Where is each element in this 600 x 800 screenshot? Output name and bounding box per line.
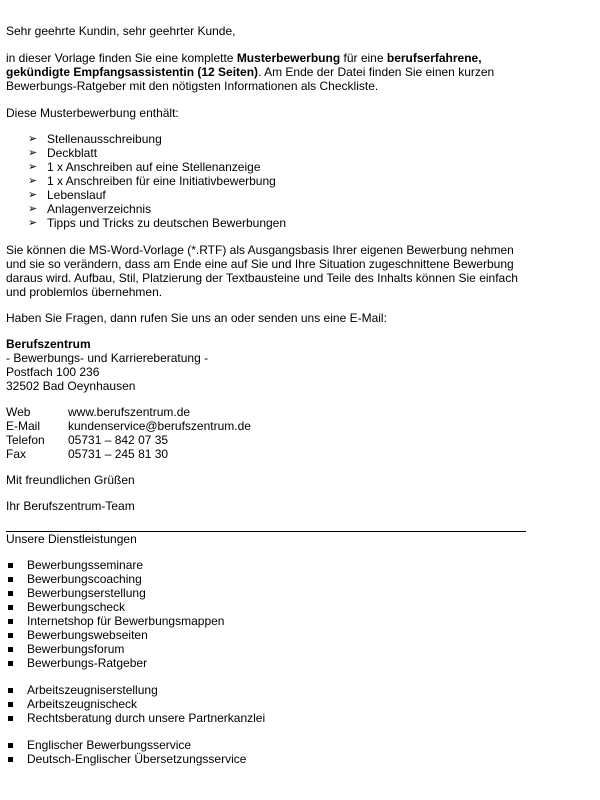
address-line-2: 32502 Bad Oeynhausen (6, 379, 136, 393)
contact-row-fax (6, 447, 536, 461)
company-name: Berufszentrum (6, 337, 91, 351)
list-item: ➢ 1 x Anschreiben für eine Initiativbewerbung (28, 174, 276, 188)
questions-paragraph: Haben Sie Fragen, dann rufen Sie uns an oder senden uns eine E-Mail: (6, 311, 387, 325)
services-list-application (6, 558, 536, 670)
intro-paragraph (6, 51, 536, 93)
square-bullet-icon (8, 647, 13, 652)
contact-block (6, 405, 536, 461)
contact-label: Web (6, 405, 31, 419)
square-bullet-icon (8, 591, 13, 596)
arrow-bullet-icon: ➢ (28, 203, 38, 215)
list-item: ➢ Deckblatt (28, 146, 98, 160)
square-bullet-icon (8, 757, 13, 762)
arrow-bullet-icon: ➢ (28, 175, 38, 187)
list-item: Bewerbungs-Ratgeber (8, 656, 536, 670)
arrow-bullet-icon: ➢ (28, 147, 38, 159)
list-item: Rechtsberatung durch unsere Partnerkanzlei (8, 711, 536, 725)
list-item: Bewerbungscheck (8, 600, 536, 614)
list-item: Bewerbungsseminare (8, 558, 536, 572)
list-item: Arbeitszeugnischeck (8, 697, 536, 711)
services-list-english (6, 738, 536, 766)
intro-bold-position: berufserfahrene, gekündigte Empfangsassistentin (12 Seiten) (6, 51, 482, 79)
square-bullet-icon (8, 743, 13, 748)
address-line-1: Postfach 100 236 (6, 365, 100, 379)
salutation: Sehr geehrte Kundin, sehr geehrter Kunde, (6, 24, 236, 38)
signature: Ihr Berufszentrum-Team (6, 499, 135, 513)
email-link[interactable]: kundenservice@berufszentrum.de (68, 419, 251, 433)
square-bullet-icon (8, 716, 13, 721)
arrow-bullet-icon: ➢ (28, 189, 38, 201)
list-item: ➢ 1 x Anschreiben auf eine Stellenanzeige (28, 160, 261, 174)
list-item: Internetshop für Bewerbungsmappen (8, 614, 536, 628)
services-heading: Unsere Dienstleistungen (6, 532, 137, 546)
usage-paragraph: Sie können die MS-Word-Vorlage (*.RTF) als Ausgangsbasis Ihrer eigenen Bewerbung nehmen und sie so verändern, dass am Ende eine auf Sie und Ihre Situation zugeschnittene Bewerbung daraus wird. Aufbau, Stil, Platzierung der Textbausteine und Teile des Inhalts können Sie einfach und problemlos übernehmen. (6, 243, 518, 299)
intro-bold-musterbewerbung: Musterbewerbung (236, 51, 341, 65)
square-bullet-icon (8, 619, 13, 624)
list-item: Bewerbungswebseiten (8, 628, 536, 642)
fax-value: 05731 – 245 81 30 (68, 447, 169, 461)
contact-label: E-Mail (6, 419, 41, 433)
square-bullet-icon (8, 563, 13, 568)
arrow-bullet-icon: ➢ (28, 133, 38, 145)
contact-row-web (6, 405, 536, 419)
square-bullet-icon (8, 688, 13, 693)
intro-part1: in dieser Vorlage finden Sie eine komplette (6, 51, 237, 65)
list-item: ➢ Anlagenverzeichnis (28, 202, 152, 216)
phone-value: 05731 – 842 07 35 (68, 433, 169, 447)
list-item: ➢ Tipps und Tricks zu deutschen Bewerbungen (28, 216, 287, 230)
square-bullet-icon (8, 577, 13, 582)
arrow-bullet-icon: ➢ (28, 217, 38, 229)
list-item: ➢ Lebenslauf (28, 188, 106, 202)
square-bullet-icon (8, 702, 13, 707)
list-item: Bewerbungserstellung (8, 586, 536, 600)
list-item: Bewerbungsforum (8, 642, 536, 656)
contents-list (6, 132, 536, 230)
contact-label: Telefon (6, 433, 45, 447)
list-item: Arbeitszeugniserstellung (8, 683, 536, 697)
square-bullet-icon (8, 633, 13, 638)
contact-label: Fax (6, 447, 27, 461)
company-address (6, 337, 536, 393)
closing: Mit freundlichen Grüßen (6, 473, 135, 487)
square-bullet-icon (8, 661, 13, 666)
list-item: Deutsch-Englischer Übersetzungsservice (8, 752, 536, 766)
contact-row-email (6, 419, 536, 433)
services-list-certificates (6, 683, 536, 725)
arrow-bullet-icon: ➢ (28, 161, 38, 173)
document-page (6, 24, 536, 766)
intro-part3: . Am Ende der Datei finden Sie einen kurzen Bewerbungs-Ratgeber mit den nötigsten Informationen als Checkliste. (6, 65, 495, 93)
square-bullet-icon (8, 605, 13, 610)
intro-part2: für eine (340, 51, 387, 65)
list-item: ➢ Stellenausschreibung (28, 132, 162, 146)
contents-heading: Diese Musterbewerbung enthält: (6, 106, 179, 120)
contact-row-phone (6, 433, 536, 447)
web-link[interactable]: www.berufszentrum.de (68, 405, 191, 419)
list-item: Bewerbungscoaching (8, 572, 536, 586)
list-item: Englischer Bewerbungsservice (8, 738, 536, 752)
company-tagline: - Bewerbungs- und Karriereberatung - (6, 351, 209, 365)
